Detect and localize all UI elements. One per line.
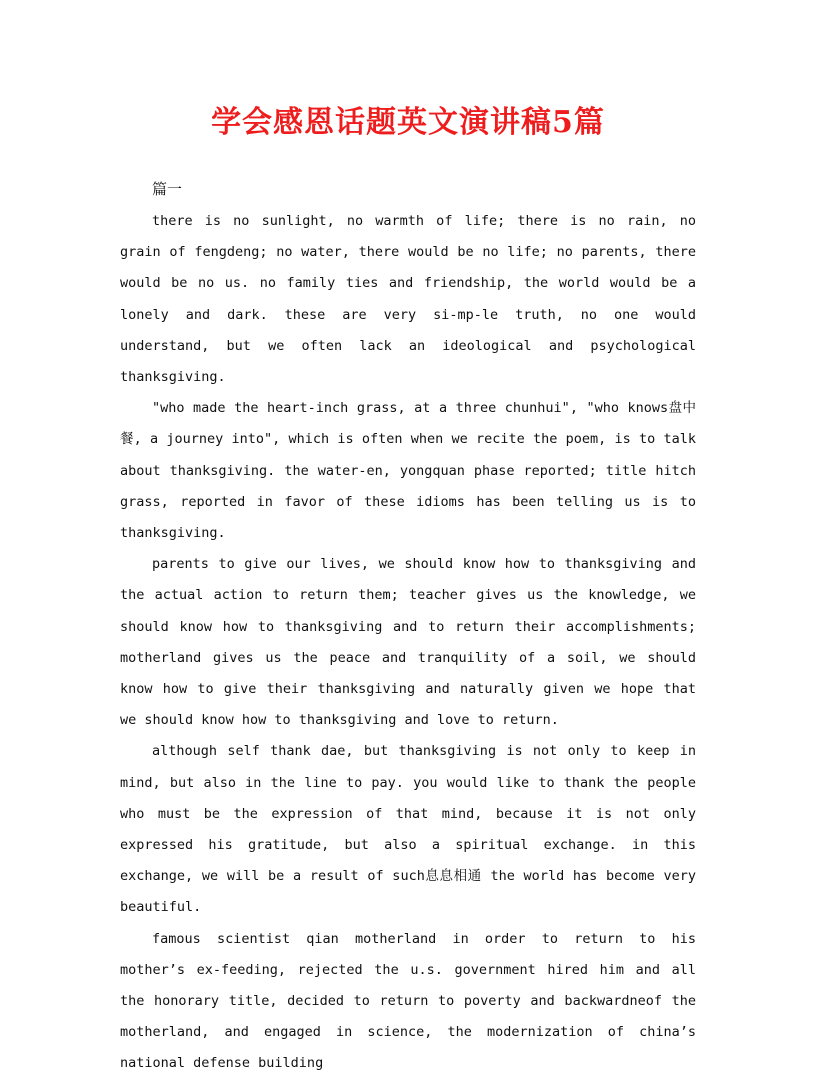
paragraph: there is no sunlight, no warmth of life; there is no rain, no grain of fengdeng; no water, there would be no life; no parents, there would be no us. no family ties and friendship, the world would be a lonely and dark. these are very si-mp-le truth, no one would understand, but we often lack an ideological and psychological thanksgiving. [120, 213, 696, 386]
paragraph: although self thank dae, but thanksgiving is not only to keep in mind, but also in the line to pay. you would like to thank the people who must be the expression of that mind, because it is not only expressed his gratitude, but also a spiritual exchange. in this exchange, we will be a result of such息息相通 the world has become very beautiful. [120, 743, 696, 916]
section-label: 篇一 [152, 180, 183, 198]
document-body [120, 206, 696, 1080]
document-title: 学会感恩话题英文演讲稿5篇 [211, 105, 605, 140]
paragraph: famous scientist qian motherland in order to return to his mother’s ex-feeding, rejected the u.s. government hired him and all the honorary title, decided to return to poverty and backwardneof the motherland, and engaged in science, the modernization of china’s national defense building [120, 930, 696, 1072]
paragraph: parents to give our lives, we should know how to thanksgiving and the actual action to return them; teacher gives us the knowledge, we should know how to thanksgiving and to return their accomplishments; motherland gives us the peace and tranquility of a soil, we should know how to give their thanksgiving and naturally given we hope that we should know how to thanksgiving and love to return. [120, 556, 696, 729]
paragraph: "who made the heart-inch grass, at a three chunhui", "who knows盘中餐, a journey into", which is often when we recite the poem, is to talk about thanksgiving. the water-en, yongquan phase reported; title hitch grass, reported in favor of these idioms has been telling us is to thanksgiving. [120, 400, 696, 542]
